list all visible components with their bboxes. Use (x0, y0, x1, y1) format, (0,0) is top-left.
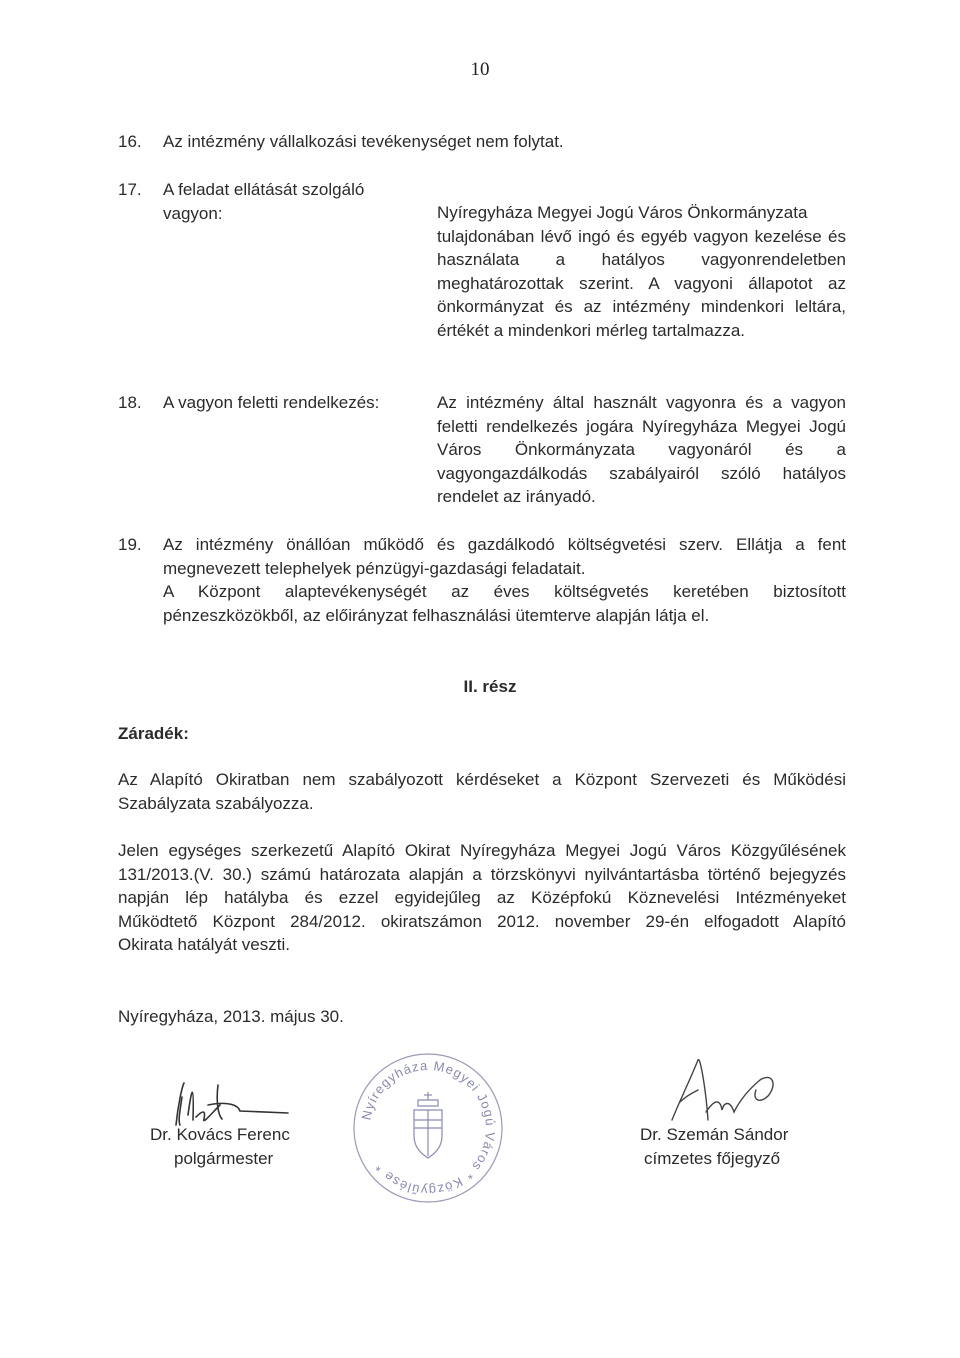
item-17-line: önkormányzat és az intézmény mindenkori leltára, (437, 297, 846, 316)
signatory-left (150, 1123, 310, 1170)
item-19-line: pénzeszközökből, az előirányzat felhasználási ütemterve alapján látja el. (163, 605, 710, 625)
page-number: 10 (470, 59, 490, 80)
item-16-text: Az intézmény vállalkozási tevékenységet nem folytat. (163, 132, 564, 151)
item-19-text (163, 533, 846, 627)
signatory-left-title: polgármester (174, 1148, 274, 1168)
item-18-number: 18. (118, 393, 142, 412)
item-17-number: 17. (118, 180, 142, 199)
item-19-line: Az intézmény önállóan működő és gazdálkodó költségvetési szerv. Ellátja a fent (163, 535, 846, 554)
signatory-right-name: Dr. Szemán Sándor (640, 1125, 789, 1144)
closing-paragraph-1 (118, 768, 846, 815)
coat-of-arms-icon (414, 1092, 442, 1158)
closing-paragraph-2 (118, 839, 846, 957)
place-date: Nyíregyháza, 2013. május 30. (118, 1007, 344, 1026)
closing-line: 131/2013.(V. 30.) számú határozata alapján a törzskönyvi nyilvántartásba történő bejegyzés (118, 864, 846, 884)
item-17-text (437, 201, 846, 342)
item-17-line: használata a hatályos vagyonrendeletben (437, 250, 846, 269)
item-19-number: 19. (118, 535, 142, 554)
item-18-label: A vagyon feletti rendelkezés: (163, 393, 380, 412)
item-17-label-line: vagyon: (163, 203, 223, 223)
item-17-line: tulajdonában lévő ingó és egyéb vagyon kezelése és (437, 226, 846, 246)
item-17-line: Nyíregyháza Megyei Jogú Város Önkormányzata (437, 203, 808, 222)
item-17-line: meghatározottak szerint. A vagyoni állapotot az (437, 273, 846, 293)
item-17-label-line: A feladat ellátását szolgáló (163, 180, 365, 199)
item-17-line: értékét a mindenkori mérleg tartalmazza. (437, 320, 746, 340)
closing-line: Működtető Központ 284/2012. okiratszámon 2012. november 29-én elfogadott Alapító (118, 911, 846, 931)
item-19-line: A Központ alaptevékenységét az éves költségvetés keretében biztosított (163, 582, 846, 601)
item-18-line: feletti rendelkezés jogára Nyíregyháza Megyei Jogú (437, 416, 846, 436)
closing-line: Az Alapító Okiratban nem szabályozott kérdéseket a Központ Szervezeti és Működési (118, 770, 846, 789)
item-18-line: vagyongazdálkodás szabályairól szóló hatályos (437, 463, 846, 483)
item-17-label (163, 178, 423, 225)
item-18-text (437, 391, 846, 509)
closing-line: Jelen egységes szerkezetű Alapító Okirat Nyíregyháza Megyei Jogú Város Közgyűlésének (118, 841, 846, 860)
closing-line: Szabályzata szabályozza. (118, 793, 314, 813)
item-18-line: rendelet az irányadó. (437, 487, 596, 506)
signature-right (660, 1050, 790, 1130)
item-19-line: megnevezett telephelyek pénzügyi-gazdasági feladatait. (163, 558, 586, 578)
official-stamp (348, 1048, 508, 1208)
svg-text:Nyíregyháza Megyei Jogú Város: Nyíregyháza Megyei Jogú Város * Közgyűlése * (358, 1057, 499, 1199)
signatory-left-name: Dr. Kovács Ferenc (150, 1125, 290, 1144)
item-18-line: Város Önkormányzata vagyonáról és a (437, 440, 846, 459)
item-18-line: Az intézmény által használt vagyonra és a vagyon (437, 393, 846, 412)
signatory-right (640, 1123, 820, 1170)
closing-heading: Záradék: (118, 724, 189, 743)
part-heading: II. rész (463, 677, 517, 696)
closing-line: napján lép hatályba és ezzel egyidejűleg az Középfokú Köznevelési Intézményeket (118, 888, 846, 907)
item-16-number: 16. (118, 132, 142, 151)
signatory-right-title: címzetes főjegyző (644, 1148, 781, 1168)
closing-line: Okirata hatályát veszti. (118, 935, 290, 954)
